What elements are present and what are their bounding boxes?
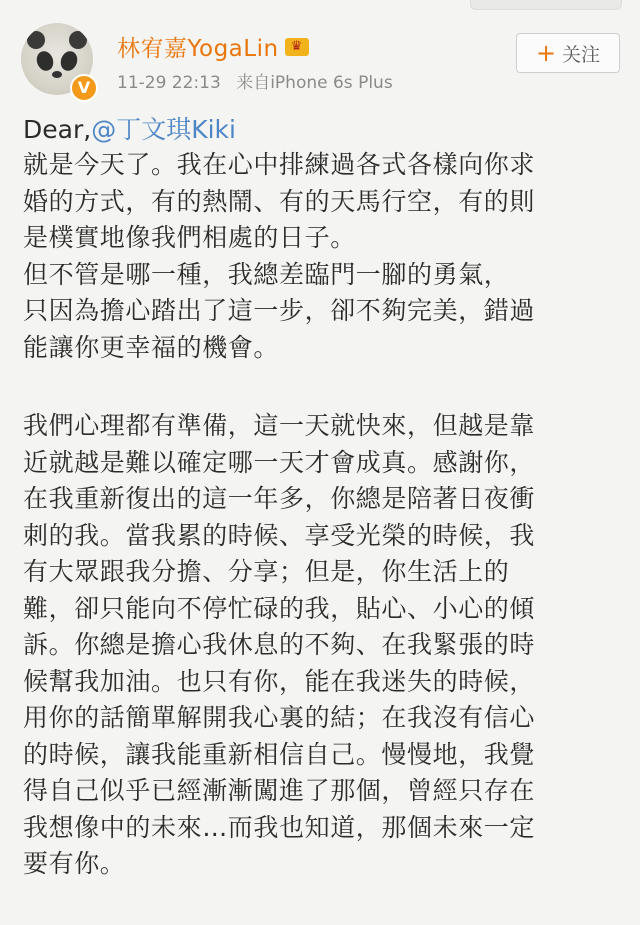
post-text-line: 用你的話簡單解開我心裏的結；在我沒有信心 — [23, 703, 536, 732]
post-greeting-line — [23, 113, 623, 147]
username[interactable]: 林宥嘉YogaLin — [117, 36, 279, 62]
plus-icon: + — [535, 39, 557, 67]
verified-v-icon: V — [70, 74, 98, 102]
post-text-line: 的時候，讓我能重新相信自己。慢慢地，我覺 — [23, 739, 536, 769]
paragraph-1 — [23, 147, 623, 366]
username-row — [117, 30, 309, 63]
panda-eye-right — [58, 49, 80, 73]
post-text-line: 婚的方式，有的熱鬧、有的天馬行空，有的則 — [23, 186, 536, 216]
follow-button-label: 关注 — [562, 43, 601, 66]
post-body — [23, 113, 623, 883]
post-text-line: 我們心理都有準備，這一天就快來，但越是靠 — [23, 411, 536, 440]
post-text-line: 只因為擔心踏出了這一步，卻不夠完美，錯過 — [23, 296, 536, 325]
post-text-line: 在我重新復出的這一年多，你總是陪著日夜衝 — [23, 484, 536, 513]
post-text-line: 近就越是難以確定哪一天才會成真。感謝你， — [23, 447, 536, 477]
post-text-line: 難，卻只能向不停忙碌的我，貼心、小心的傾 — [23, 593, 536, 623]
post-text-line: 有大眾跟我分擔、分享；但是，你生活上的 — [23, 557, 510, 586]
post-source: 来自iPhone 6s Plus — [236, 73, 393, 93]
paragraph-gap — [23, 366, 623, 408]
post-text-line: 得自己似乎已經漸漸闖進了那個，曾經只存在 — [23, 776, 536, 805]
post-text-line: 我想像中的未來…而我也知道，那個未來一定 — [23, 812, 536, 842]
post-text-line: 要有你。 — [23, 849, 126, 878]
post-text-line: 訴。你總是擔心我休息的不夠、在我緊張的時 — [23, 630, 536, 659]
post-text-line: 候幫我加油。也只有你，能在我迷失的時候， — [23, 666, 536, 696]
post-text-line: 能讓你更幸福的機會。 — [23, 332, 280, 362]
post-text-line: 但不管是哪一種，我總差臨門一腳的勇氣， — [23, 259, 510, 289]
post-text-line: 刺的我。當我累的時候、享受光榮的時候，我 — [23, 520, 536, 550]
post-meta — [117, 68, 393, 93]
panda-nose — [52, 71, 62, 78]
crown-icon[interactable]: ♛ — [285, 38, 309, 56]
paragraph-2 — [23, 408, 623, 883]
panda-eye-left — [34, 49, 56, 73]
post-text-line: 是樸實地像我們相處的日子。 — [23, 223, 356, 252]
greeting-text: Dear, — [23, 115, 92, 144]
mention-link[interactable]: @丁文琪Kiki — [91, 115, 236, 144]
panda-ear-right — [69, 31, 87, 49]
follow-button[interactable] — [516, 33, 620, 73]
top-scroll-indicator — [470, 0, 622, 10]
panda-ear-left — [27, 31, 45, 49]
timestamp: 11-29 22:13 — [117, 73, 221, 93]
post-text-line: 就是今天了。我在心中排練過各式各樣向你求 — [23, 150, 536, 179]
post-header — [0, 18, 640, 108]
